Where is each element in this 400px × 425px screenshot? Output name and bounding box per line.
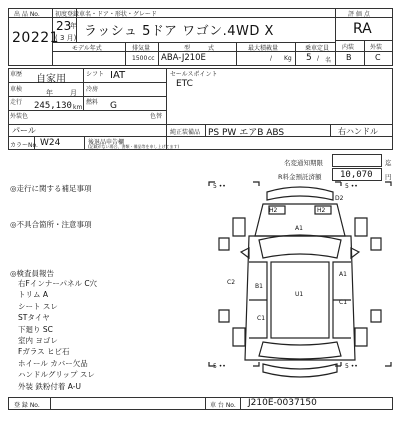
color-code-value: W24 bbox=[40, 138, 61, 148]
note-line: 右Fインナーパネル C穴 bbox=[18, 279, 98, 288]
ac-label: 冷房 bbox=[86, 86, 99, 93]
name-change-unit: 迄 bbox=[385, 159, 392, 167]
mileage-label: 走行 bbox=[10, 99, 23, 106]
equipment-value: PS PW エアB ABS bbox=[208, 128, 285, 138]
mark-a1-front: A1 bbox=[295, 225, 303, 232]
note-line: 室内 ヨゴレ bbox=[18, 336, 58, 346]
tread-rl: 5 •• bbox=[213, 363, 226, 370]
mark-h2-right: H2 bbox=[317, 207, 326, 214]
car-name: ラッシュ 5ドア ワゴン.4WD X bbox=[84, 24, 274, 39]
max-load-label: 最大積載量 bbox=[248, 45, 279, 52]
color-change-label: 色替 bbox=[150, 113, 163, 120]
name-label: 車名・ドア・形状・グレード bbox=[79, 11, 157, 18]
category-value: 自家用 bbox=[36, 74, 66, 85]
mark-u1: U1 bbox=[295, 291, 304, 298]
grade-label: 評 価 点 bbox=[348, 11, 370, 18]
max-load-unit: Kg bbox=[284, 55, 292, 62]
interior-grade: B bbox=[346, 53, 352, 62]
chassis-label: 車 台 No. bbox=[210, 402, 236, 409]
capacity-value: 5 bbox=[306, 53, 312, 63]
mark-c2: C2 bbox=[227, 279, 236, 286]
inspection-month: 月 bbox=[70, 89, 77, 97]
sales-point-value: ETC bbox=[176, 79, 193, 89]
interior-label: 内装 bbox=[342, 44, 355, 51]
inspector-label: ◎検査員報告 bbox=[10, 269, 55, 278]
name-change-box bbox=[332, 154, 382, 167]
exterior-grade: C bbox=[375, 53, 381, 62]
ext-color-value: パール bbox=[12, 126, 36, 135]
recycle-label: R料金預託済額 bbox=[278, 173, 322, 181]
sales-point-label: セールスポイント bbox=[170, 71, 218, 78]
exterior-label: 外装 bbox=[370, 44, 383, 51]
first-reg-label: 初度登録 bbox=[55, 11, 80, 18]
mileage-unit: km bbox=[73, 104, 83, 111]
note-line: Fガラス ヒビ石 bbox=[18, 347, 70, 357]
name-change-label: 名変通知期限 bbox=[284, 159, 323, 167]
type-label: 型 式 bbox=[184, 45, 215, 52]
reg-year-unit: 年 bbox=[70, 22, 77, 30]
lot-label: 出 品 No. bbox=[14, 11, 40, 18]
after-label: 後退品申告欄 bbox=[88, 139, 125, 146]
tread-fl: 5 •• bbox=[213, 183, 226, 190]
max-load-value: / bbox=[270, 55, 273, 62]
lot-number: 20221 bbox=[12, 30, 60, 46]
equipment-label: 純正装備品 bbox=[170, 129, 201, 136]
color-code-label: カラーNo. bbox=[10, 142, 38, 149]
capacity-slash: / bbox=[317, 55, 320, 62]
model-code: ABA-J210E bbox=[161, 53, 206, 63]
fuel-value: G bbox=[110, 101, 117, 111]
chassis-value: J210E-0037150 bbox=[248, 398, 317, 408]
shift-label: シフト bbox=[86, 71, 105, 78]
handle-value: 右ハンドル bbox=[338, 127, 378, 136]
footer-box bbox=[8, 397, 393, 410]
defect-label: ◎不具合箇所・注意事項 bbox=[10, 220, 92, 229]
reg-no-label: 登 録 No. bbox=[14, 402, 40, 409]
capacity-unit: 名 bbox=[325, 57, 332, 64]
mark-d2: D2 bbox=[335, 195, 344, 202]
ext-color-label: 外装色 bbox=[10, 113, 29, 120]
recycle-unit: 円 bbox=[385, 173, 392, 181]
note-line: STタイヤ bbox=[18, 313, 50, 323]
note-line: シート スレ bbox=[18, 301, 58, 311]
inspection-year: 年 bbox=[46, 89, 53, 97]
note-line: ホイール カバー欠品 bbox=[18, 358, 88, 368]
supplement-label: ◎走行に関する補足事項 bbox=[10, 184, 92, 193]
displacement-value: 1500 bbox=[132, 55, 148, 62]
note-line: 外装 鉄粉付着 A-U bbox=[18, 381, 81, 391]
model-year-label: モデル年式 bbox=[72, 45, 102, 52]
mark-h2-left: H2 bbox=[269, 207, 278, 214]
inspector-notes bbox=[18, 278, 97, 392]
capacity-label: 乗車定員 bbox=[305, 45, 330, 52]
fuel-label: 燃料 bbox=[86, 99, 99, 106]
note-line: 下廻り SC bbox=[18, 324, 53, 334]
shift-value: IAT bbox=[110, 70, 126, 81]
mark-c1-left: C1 bbox=[257, 315, 266, 322]
note-line: トリム A bbox=[18, 290, 49, 300]
displacement-unit: cc bbox=[148, 55, 155, 62]
mark-a1-side: A1 bbox=[339, 271, 347, 278]
grade-value: RA bbox=[353, 21, 372, 37]
reg-year: 23 bbox=[56, 19, 72, 33]
mark-b1: B1 bbox=[255, 283, 263, 290]
after-note: (記載がない場合、書類・備品等を申し上げてます) bbox=[88, 144, 180, 149]
tread-rr: 5 •• bbox=[345, 363, 358, 370]
mileage-value: 245,130 bbox=[34, 101, 72, 111]
reg-month: ( 3 月) bbox=[55, 34, 77, 42]
mark-c1-right: C1 bbox=[339, 299, 348, 306]
displacement-label: 排気量 bbox=[132, 45, 151, 52]
note-line: ハンドルグリップ スレ bbox=[18, 370, 95, 380]
recycle-value: 10,070 bbox=[340, 170, 373, 180]
inspection-label: 車検 bbox=[10, 86, 23, 93]
category-label: 車歴 bbox=[10, 71, 23, 78]
tread-fr: 5 •• bbox=[345, 183, 358, 190]
car-diagram bbox=[205, 178, 395, 396]
